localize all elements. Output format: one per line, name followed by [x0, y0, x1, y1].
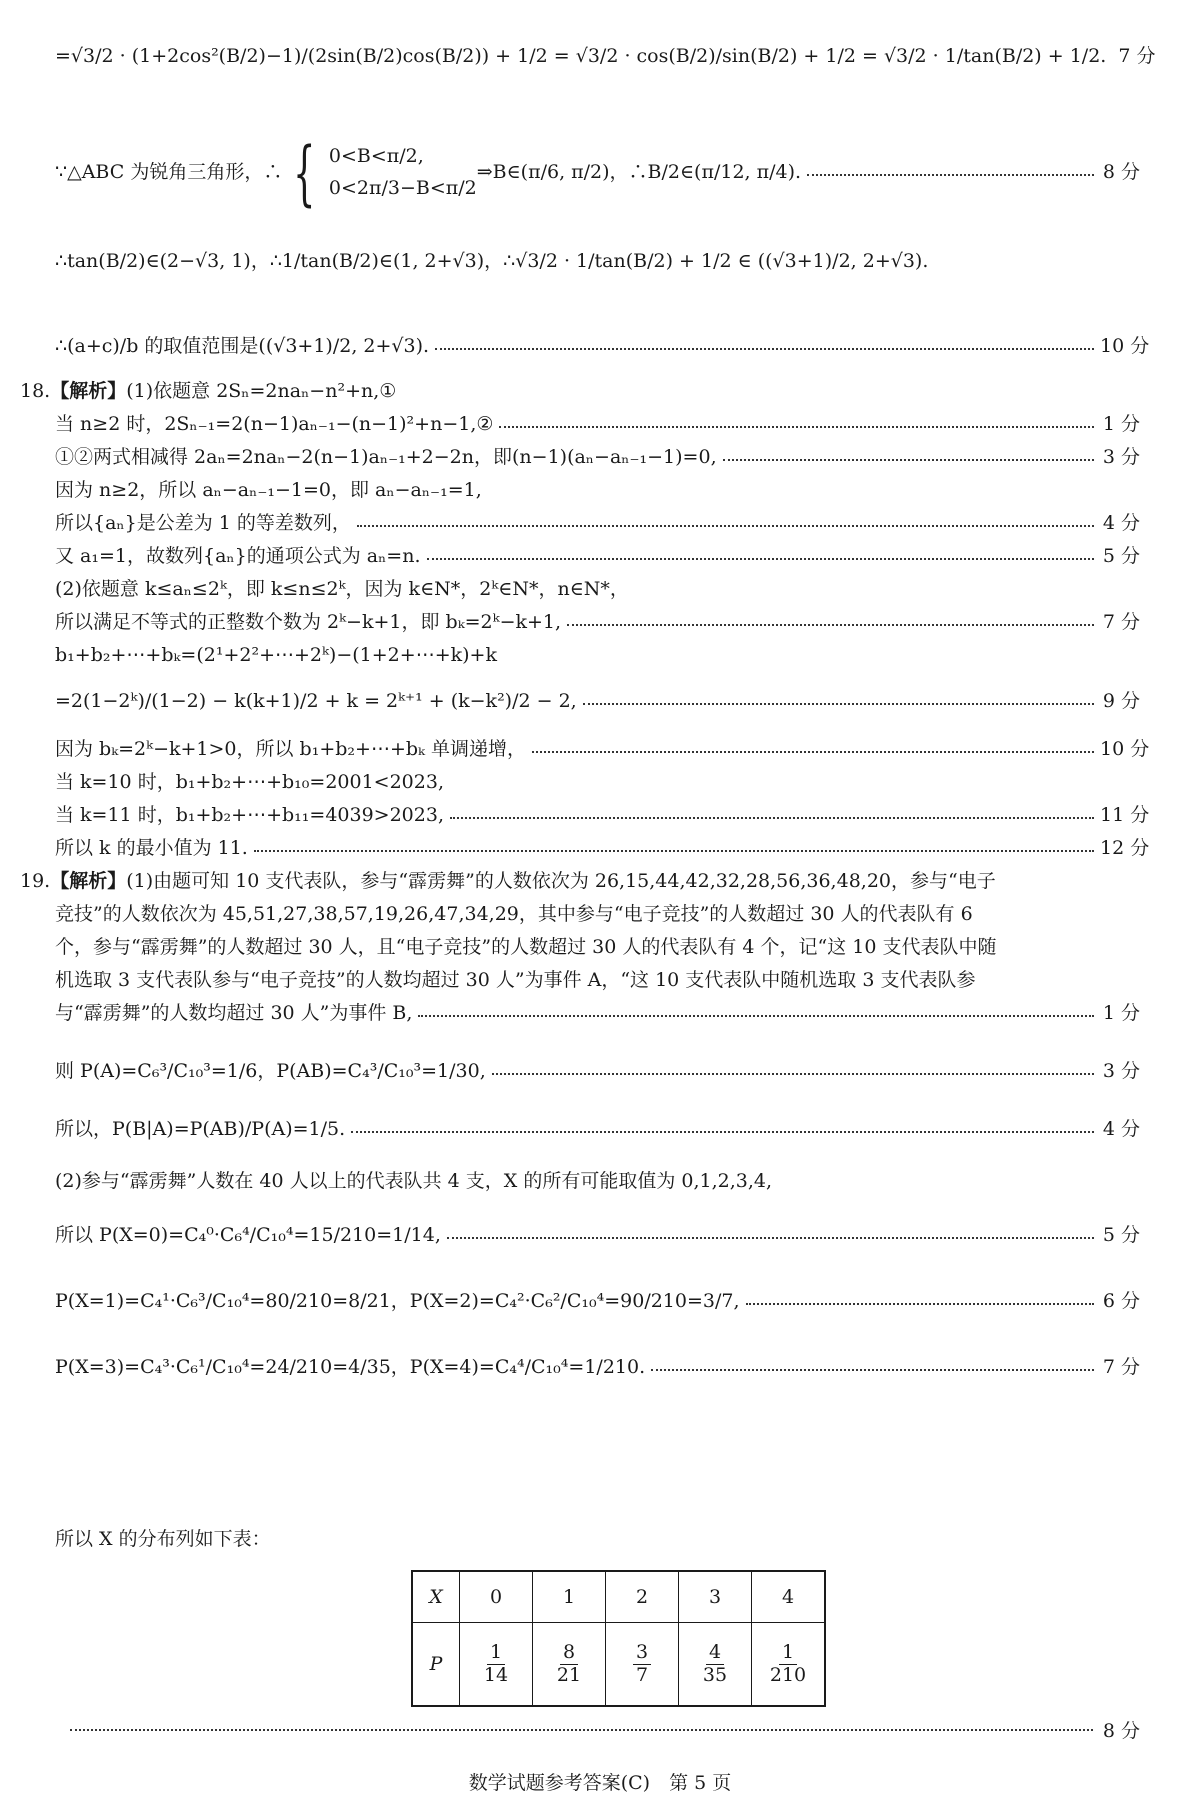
score-mark: 1 分 — [1102, 413, 1140, 435]
dot-leader — [351, 1131, 1094, 1133]
paragraph-text: (1)由题可知 10 支代表队，参与“霹雳舞”的人数依次为 26,15,44,42,32,28,56,36,48,20，参与“电子 — [126, 870, 996, 892]
table-cell-p — [679, 1623, 752, 1707]
table-cell-p — [752, 1623, 826, 1707]
final-score-line — [70, 1716, 1140, 1743]
statement-text: ∵△ABC 为锐角三角形，∴ — [55, 161, 283, 184]
statement-text: 所以 X 的分布列如下表： — [55, 1528, 271, 1550]
equation-text: 又 a₁=1，故数列{aₙ}的通项公式为 aₙ=n. — [55, 545, 421, 567]
question-number: 19. — [20, 870, 51, 892]
equation-text: =√3/2 · (1+2cos²(B/2)−1)/(2sin(B/2)cos(B/2)) + 1/2 = √3/2 · cos(B/2)/sin(B/2) + 1/2 = √3/2 · 1/tan(B/2) + 1/2. — [55, 45, 1107, 67]
table-cell-p — [460, 1623, 533, 1707]
score-mark: 9 分 — [1102, 690, 1140, 712]
score-mark: 3 分 — [1102, 446, 1140, 468]
table-cell-p — [606, 1623, 679, 1707]
score-mark: 4 分 — [1102, 512, 1140, 534]
score-mark: 8 分 — [1102, 161, 1140, 184]
frac-denominator: 35 — [702, 1663, 728, 1686]
equation-text: ∴(a+c)/b 的取值范围是((√3+1)/2, 2+√3). — [55, 335, 430, 357]
paragraph-text: 竞技”的人数依次为 45,51,27,38,57,19,26,47,34,29，其中参与“电子竞技”的人数超过 30 人的代表队有 6 — [55, 903, 973, 925]
table-cell-p — [533, 1623, 606, 1707]
score-mark: 7 分 — [1118, 45, 1156, 67]
equation-text: 当 k=10 时，b₁+b₂+⋯+b₁₀=2001<2023, — [55, 771, 444, 793]
dot-leader — [254, 850, 1094, 852]
score-mark: 5 分 — [1102, 1224, 1140, 1246]
solution-line — [55, 738, 1150, 762]
frac-numerator: 3 — [633, 1642, 651, 1665]
dot-leader — [746, 1303, 1094, 1305]
frac-numerator: 1 — [487, 1642, 505, 1665]
distribution-table — [411, 1570, 826, 1707]
table-cell-x: 1 — [533, 1571, 606, 1623]
equation-text: ∴tan(B/2)∈(2−√3, 1)，∴1/tan(B/2)∈(1, 2+√3)，∴√3/2 · 1/tan(B/2) + 1/2 ∈ ((√3+1)/2, 2+√3). — [55, 250, 929, 272]
equation-text: 因为 n≥2，所以 aₙ−aₙ₋₁−1=0，即 aₙ−aₙ₋₁=1, — [55, 479, 482, 501]
solution-line — [55, 644, 1140, 668]
score-mark: 7 分 — [1102, 1356, 1140, 1378]
solution-line — [55, 1224, 1140, 1248]
solution-line — [55, 1528, 1140, 1552]
score-mark: 8 分 — [1102, 1720, 1140, 1742]
dot-leader — [70, 1729, 1093, 1731]
solution-line — [55, 1170, 1140, 1194]
case-2: 0<2π/3−B<π/2 — [328, 177, 477, 199]
solution-line — [55, 611, 1140, 635]
equation-text: 则 P(A)=C₆³/C₁₀³=1/6，P(AB)=C₄³/C₁₀³=1/30, — [55, 1060, 486, 1082]
solution-line — [55, 132, 1140, 214]
paragraph-text: 机选取 3 支代表队参与“电子竞技”的人数均超过 30 人”为事件 A，“这 10 支代表队中随机选取 3 支代表队参 — [55, 969, 976, 991]
solution-line — [55, 1118, 1140, 1142]
equation-text: b₁+b₂+⋯+bₖ=(2¹+2²+⋯+2ᵏ)−(1+2+⋯+k)+k — [55, 644, 497, 666]
score-mark: 4 分 — [1102, 1118, 1140, 1140]
dot-leader — [492, 1073, 1094, 1075]
q19-header-line — [20, 870, 1140, 894]
dot-leader — [450, 817, 1094, 819]
equation-text: 所以 P(X=0)=C₄⁰·C₆⁴/C₁₀⁴=15/210=1/14, — [55, 1224, 441, 1246]
frac-denominator: 14 — [483, 1663, 509, 1686]
equation-text: P(X=3)=C₄³·C₆¹/C₁₀⁴=24/210=4/35，P(X=4)=C₄⁴/C₁₀⁴=1/210. — [55, 1356, 646, 1378]
solution-line — [55, 479, 1140, 503]
paragraph-text: 个，参与“霹雳舞”的人数超过 30 人，且“电子竞技”的人数超过 30 人的代表队有 4 个，记“这 10 支代表队中随 — [55, 936, 997, 958]
frac-denominator: 21 — [556, 1663, 582, 1686]
solution-line — [55, 1060, 1140, 1084]
table-cell-x: 3 — [679, 1571, 752, 1623]
equation-text: 所以{aₙ}是公差为 1 的等差数列， — [55, 512, 351, 534]
equation-text: (2)参与“霹雳舞”人数在 40 人以上的代表队共 4 支，X 的所有可能取值为 0,1,2,3,4, — [55, 1170, 773, 1192]
analysis-tag: 【解析】 — [50, 380, 127, 402]
paragraph-line — [55, 969, 975, 993]
frac-numerator: 8 — [560, 1642, 578, 1665]
equation-text: ①②两式相减得 2aₙ=2naₙ−2(n−1)aₙ₋₁+2−2n，即(n−1)(aₙ−aₙ₋₁−1)=0, — [55, 446, 717, 468]
solution-line — [55, 413, 1140, 437]
frac-numerator: 1 — [779, 1642, 797, 1665]
paragraph-line — [55, 1002, 1140, 1026]
paragraph-line — [55, 903, 973, 927]
equation-text: 因为 bₖ=2ᵏ−k+1>0，所以 b₁+b₂+⋯+bₖ 单调递增， — [55, 738, 527, 760]
equation-text: P(X=1)=C₄¹·C₆³/C₁₀⁴=80/210=8/21，P(X=2)=C₄²·C₆²/C₁₀⁴=90/210=3/7, — [55, 1290, 740, 1312]
solution-line — [55, 45, 1156, 69]
brace-icon: { — [293, 132, 316, 214]
solution-line — [55, 690, 1140, 714]
dot-leader — [651, 1369, 1094, 1371]
dot-leader — [723, 459, 1094, 461]
score-mark: 10 分 — [1100, 335, 1150, 357]
equation-text: 当 k=11 时，b₁+b₂+⋯+b₁₁=4039>2023, — [55, 804, 444, 826]
solution-line — [55, 512, 1140, 536]
q18-header-line — [20, 380, 1140, 404]
statement-text: ⇒B∈(π/6, π/2)，∴B/2∈(π/12, π/4). — [476, 161, 802, 184]
score-mark: 12 分 — [1100, 837, 1150, 859]
table-cell-x: 0 — [460, 1571, 533, 1623]
dot-leader — [435, 348, 1094, 350]
equation-text: 所以 k 的最小值为 11. — [55, 837, 248, 859]
dot-leader — [532, 751, 1094, 753]
solution-line — [55, 545, 1140, 569]
analysis-tag: 【解析】 — [50, 870, 127, 892]
solution-line — [55, 804, 1150, 828]
table-header-p: P — [412, 1623, 460, 1707]
equation-text: 所以满足不等式的正整数个数为 2ᵏ−k+1，即 bₖ=2ᵏ−k+1, — [55, 611, 562, 633]
solution-line — [55, 250, 1140, 274]
score-mark: 10 分 — [1100, 738, 1150, 760]
equation-text: 当 n≥2 时，2Sₙ₋₁=2(n−1)aₙ₋₁−(n−1)²+n−1,② — [55, 413, 494, 435]
solution-line — [55, 837, 1150, 861]
dot-leader — [418, 1015, 1094, 1017]
solution-line — [55, 578, 1140, 602]
score-mark: 6 分 — [1102, 1290, 1140, 1312]
solution-line — [55, 335, 1150, 359]
score-mark: 11 分 — [1100, 804, 1150, 826]
case-1: 0<B<π/2, — [328, 145, 424, 168]
dot-leader — [807, 174, 1094, 176]
dot-leader — [583, 703, 1094, 705]
table-cell-x: 2 — [606, 1571, 679, 1623]
dot-leader — [357, 525, 1094, 527]
equation-text: 所以，P(B|A)=P(AB)/P(A)=1/5. — [55, 1118, 346, 1140]
solution-line — [55, 1356, 1140, 1380]
frac-denominator: 7 — [635, 1663, 649, 1686]
paragraph-text: 与“霹雳舞”的人数均超过 30 人”为事件 B, — [55, 1002, 413, 1024]
dot-leader — [427, 558, 1094, 560]
dot-leader — [567, 624, 1094, 626]
paragraph-line — [55, 936, 997, 960]
dot-leader — [447, 1237, 1094, 1239]
solution-line — [55, 446, 1140, 470]
score-mark: 7 分 — [1102, 611, 1140, 633]
case-brace — [282, 132, 477, 214]
equation-text: =2(1−2ᵏ)/(1−2) − k(k+1)/2 + k = 2ᵏ⁺¹ + (k−k²)/2 − 2, — [55, 690, 577, 712]
table-header-x: X — [412, 1571, 460, 1623]
score-mark: 1 分 — [1102, 1002, 1140, 1024]
table-cell-x: 4 — [752, 1571, 826, 1623]
score-mark: 3 分 — [1102, 1060, 1140, 1082]
frac-denominator: 210 — [769, 1663, 807, 1686]
question-number: 18. — [20, 380, 51, 402]
page-footer: 数学试题参考答案(C) 第 5 页 — [468, 1772, 732, 1794]
equation-text: (2)依题意 k≤aₙ≤2ᵏ，即 k≤n≤2ᵏ，因为 k∈N*，2ᵏ∈N*，n∈N*， — [55, 578, 629, 600]
dot-leader — [499, 426, 1094, 428]
score-mark: 5 分 — [1102, 545, 1140, 567]
solution-line — [55, 1290, 1140, 1314]
equation-text: (1)依题意 2Sₙ=2naₙ−n²+n,① — [126, 380, 397, 402]
frac-numerator: 4 — [706, 1642, 724, 1665]
solution-line — [55, 771, 1140, 795]
